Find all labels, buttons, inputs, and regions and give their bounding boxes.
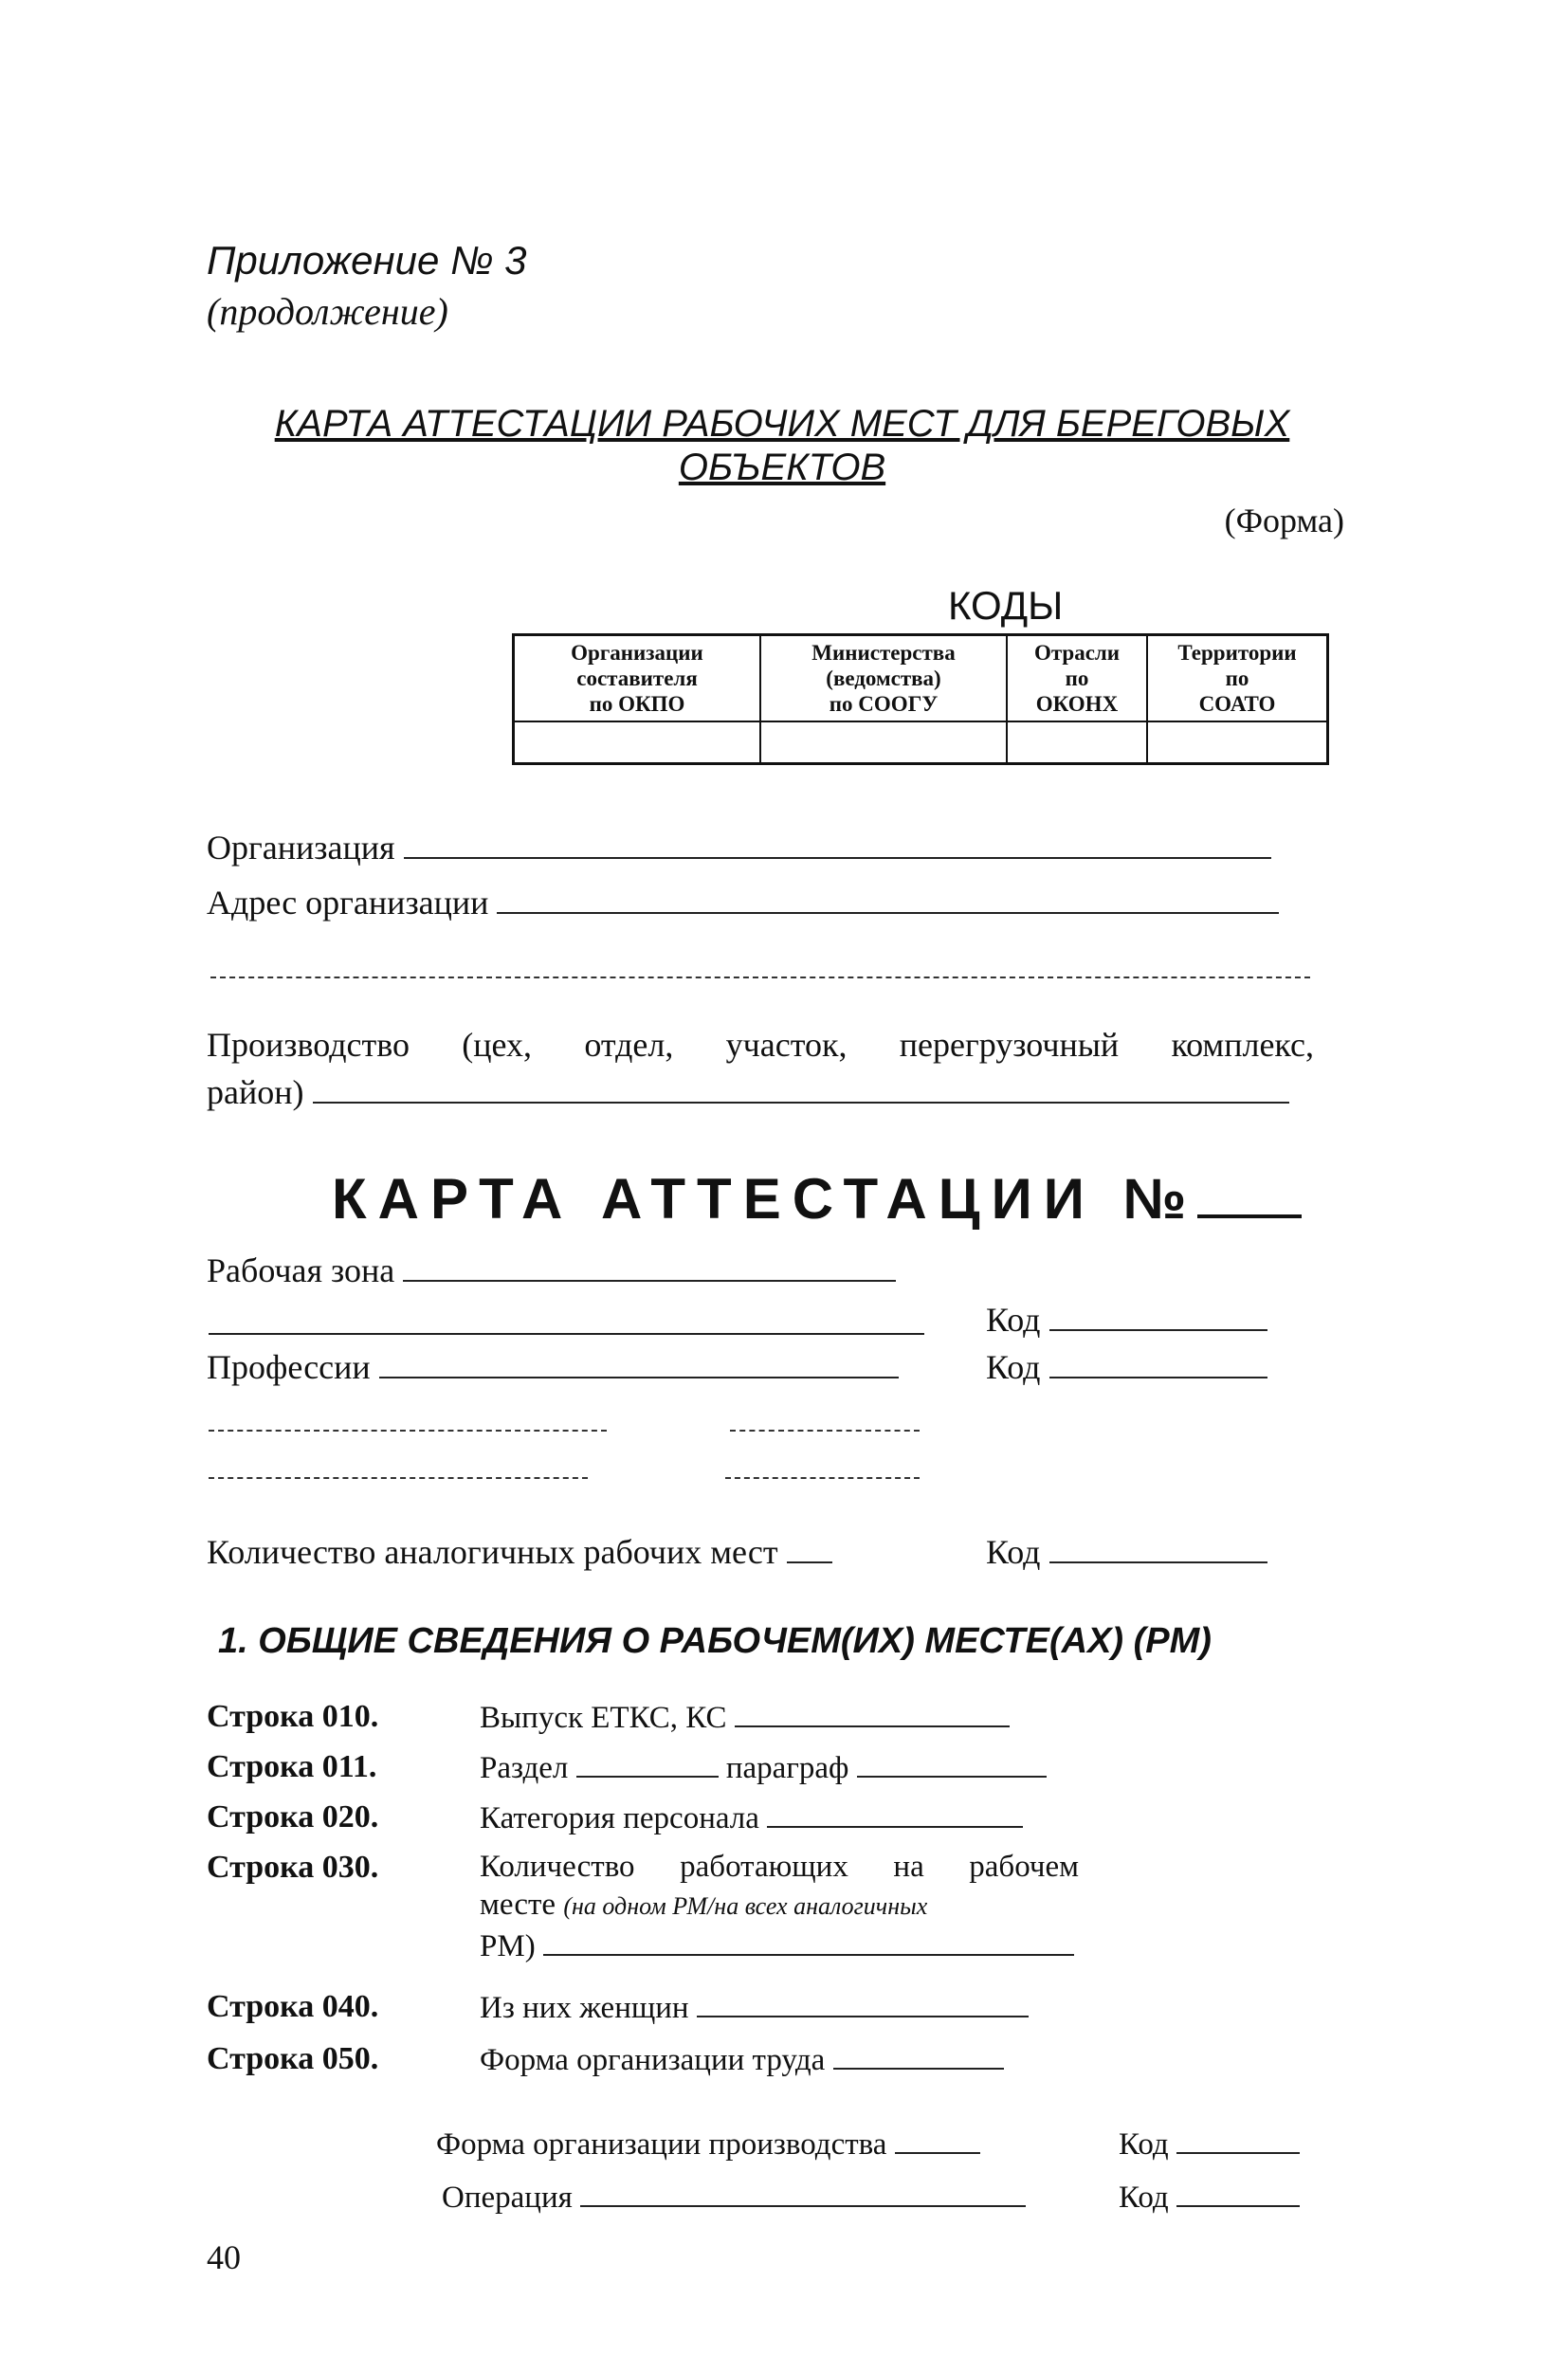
row-030-note: (на одном РМ/на всех аналогичных	[563, 1892, 928, 1920]
row-050-label: Строка 050.	[207, 2041, 379, 2076]
row-010	[207, 1699, 378, 1735]
organization-row	[207, 827, 1271, 868]
row-011-section-field[interactable]	[576, 1747, 719, 1778]
document-title	[218, 402, 1346, 489]
document-title-line2: ОБЪЕКТОВ	[678, 447, 886, 488]
codes-header-okpo: Организации составителя по ОКПО	[514, 635, 761, 722]
row-011-content	[480, 1747, 1047, 1787]
production-row	[207, 1071, 1289, 1113]
code-okpo-field[interactable]	[514, 721, 761, 764]
row-010-field[interactable]	[735, 1697, 1010, 1727]
work-zone-field[interactable]	[403, 1251, 896, 1282]
card-number-field[interactable]	[1197, 1173, 1302, 1218]
profession-extra-field-1[interactable]	[209, 1430, 607, 1432]
work-zone-label: Рабочая зона	[207, 1251, 395, 1289]
operation-label: Операция	[442, 2181, 573, 2215]
code-field-4[interactable]	[1176, 2124, 1300, 2154]
production-form-label: Форма организации производства	[436, 2127, 887, 2162]
production-form-row	[436, 2124, 980, 2163]
address-label: Адрес организации	[207, 884, 489, 922]
row-050-content	[480, 2039, 1004, 2079]
codes-header-soato: Территории по СОАТО	[1147, 635, 1328, 722]
row-030-text-c: РМ)	[480, 1929, 536, 1963]
row-020-field[interactable]	[767, 1798, 1023, 1828]
organization-label: Организация	[207, 829, 395, 867]
row-010-content	[480, 1697, 1010, 1737]
work-zone-row	[207, 1250, 896, 1291]
document-title-line1: КАРТА АТТЕСТАЦИИ РАБОЧИХ МЕСТ ДЛЯ БЕРЕГОВЫХ	[274, 403, 1290, 445]
row-030	[207, 1850, 378, 1886]
appendix-continuation: (продолжение)	[207, 290, 448, 333]
card-title	[332, 1166, 1302, 1232]
professions-row	[207, 1346, 899, 1388]
code-soogu-field[interactable]	[760, 721, 1007, 764]
code-label-3: Код	[986, 1533, 1041, 1571]
code-soato-field[interactable]	[1147, 721, 1328, 764]
row-030-content	[480, 1848, 1079, 1965]
appendix-number: Приложение № 3	[207, 238, 527, 283]
address-field[interactable]	[497, 884, 1279, 914]
profession-code-extra-field-1[interactable]	[730, 1430, 920, 1432]
row-011-text: Раздел	[480, 1751, 569, 1785]
row-030-text-b: месте	[480, 1888, 556, 1922]
row-050-text: Форма организации труда	[480, 2043, 826, 2077]
codes-label: КОДЫ	[948, 583, 1064, 628]
row-040-text: Из них женщин	[480, 1991, 689, 2025]
similar-places-label: Количество аналогичных рабочих мест	[207, 1533, 778, 1571]
card-title-text: КАРТА АТТЕСТАЦИИ №	[332, 1167, 1198, 1231]
row-011-paragraph-field[interactable]	[857, 1747, 1047, 1778]
production-field[interactable]	[313, 1073, 1289, 1104]
appendix-header	[207, 235, 527, 338]
row-040-field[interactable]	[697, 1987, 1029, 2017]
code-label-1: Код	[986, 1301, 1041, 1339]
row-020-text: Категория персонала	[480, 1801, 759, 1835]
row-030-field[interactable]	[543, 1926, 1074, 1956]
operation-row	[442, 2177, 1026, 2217]
code-row-5	[1119, 2177, 1300, 2217]
similar-places-row	[207, 1531, 832, 1573]
professions-label: Профессии	[207, 1348, 371, 1386]
code-field-2[interactable]	[1049, 1348, 1267, 1378]
organization-field[interactable]	[404, 829, 1271, 859]
profession-extra-field-2[interactable]	[209, 1477, 588, 1479]
code-label-4: Код	[1119, 2127, 1169, 2162]
section-1-title: 1. ОБЩИЕ СВЕДЕНИЯ О РАБОЧЕМ(ИХ) МЕСТЕ(АХ) (РМ)	[218, 1621, 1212, 1661]
row-030-label: Строка 030.	[207, 1850, 379, 1885]
codes-header-soogu: Министерства (ведомства) по СООГУ	[760, 635, 1007, 722]
codes-header-okonh: Отрасли по ОКОНХ	[1007, 635, 1147, 722]
page-number: 40	[207, 2238, 241, 2276]
row-011-label: Строка 011.	[207, 1749, 377, 1784]
production-label: Производство (цех, отдел, участок, перегрузочный комплекс,	[207, 1026, 1314, 1064]
code-row-3	[986, 1531, 1267, 1573]
code-row-4	[1119, 2124, 1300, 2163]
row-020-label: Строка 020.	[207, 1799, 379, 1835]
code-label-2: Код	[986, 1348, 1041, 1386]
row-030-text: Количество работающих на рабочем	[480, 1850, 1079, 1884]
row-010-text: Выпуск ЕТКС, КС	[480, 1701, 727, 1735]
row-040	[207, 1989, 378, 2025]
code-row-2	[986, 1346, 1267, 1388]
row-040-label: Строка 040.	[207, 1989, 379, 2024]
address-continuation-field[interactable]	[210, 977, 1310, 978]
row-010-label: Строка 010.	[207, 1699, 379, 1734]
form-label: (Форма)	[1224, 502, 1344, 539]
production-label-cont: район)	[207, 1073, 304, 1111]
code-row-1	[986, 1299, 1267, 1341]
row-020	[207, 1799, 378, 1835]
code-field-5[interactable]	[1176, 2177, 1300, 2207]
code-okonh-field[interactable]	[1007, 721, 1147, 764]
row-050	[207, 2041, 378, 2077]
professions-field[interactable]	[379, 1348, 899, 1378]
row-050-field[interactable]	[833, 2039, 1004, 2070]
row-040-content	[480, 1987, 1029, 2027]
row-011	[207, 1749, 376, 1785]
row-011-text2: параграф	[725, 1751, 849, 1785]
address-row	[207, 882, 1279, 923]
row-020-content	[480, 1798, 1023, 1837]
work-zone-continuation-field[interactable]	[209, 1333, 924, 1335]
code-field-3[interactable]	[1049, 1533, 1267, 1563]
code-label-5: Код	[1119, 2181, 1169, 2215]
codes-table	[512, 633, 1329, 765]
production-form-field[interactable]	[895, 2124, 980, 2154]
code-field-1[interactable]	[1049, 1301, 1267, 1331]
operation-field[interactable]	[580, 2177, 1026, 2207]
profession-code-extra-field-2[interactable]	[725, 1477, 920, 1479]
similar-places-field[interactable]	[787, 1533, 832, 1563]
